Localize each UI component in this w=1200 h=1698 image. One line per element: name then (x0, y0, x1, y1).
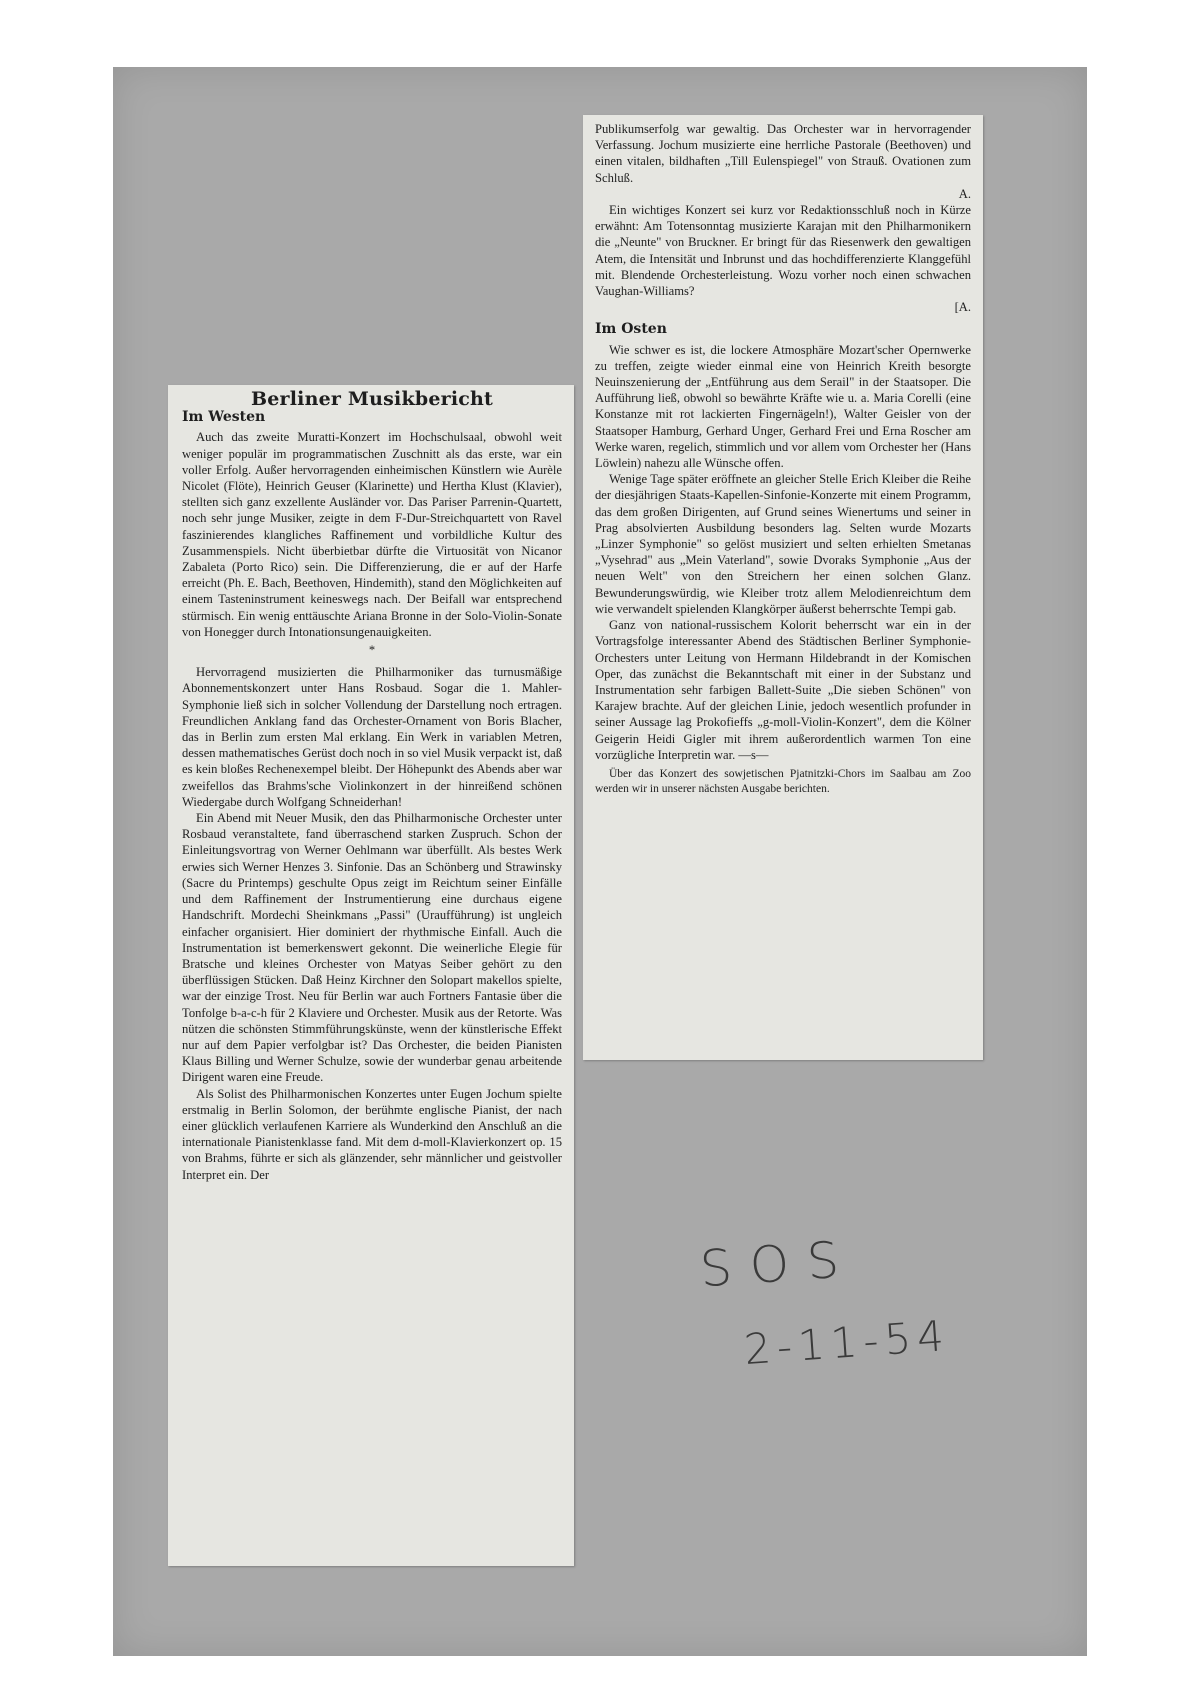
newspaper-clipping-left (168, 385, 574, 1566)
article-paragraph: Hervorragend musizierten die Philharmoniker das turnusmäßige Abonnementskonzert unter Hans Rosbaud. Sogar die 1. Mahler-Symphonie ließ sich in solcher Vollendung der Darstellung noch ertragen. Freundlichen Anklang fand das Orchester-Ornament von Boris Blacher, das in Berlin zum ersten Mal erklang. Ein Werk in variablen Metren, dessen mathematisches Gerüst doch noch in so viel Musik verpackt ist, daß es kein bloßes Rechenexempel bleibt. Der Höhepunkt des Abends aber war zweifellos das Brahms'sche Violinkonzert in der hinreißend schönen Wiedergabe durch Wolfgang Schneiderhan! (182, 665, 562, 809)
article-continuation: Publikumserfolg war gewaltig. Das Orchester war in hervorragender Verfassung. Jochum musizierte eine herrliche Pastorale (Beethoven) und einen vitalen, bildhaften „Till Eulenspiegel" von Strauß. Ovationen zum Schluß. (595, 122, 971, 185)
article-paragraph: Wie schwer es ist, die lockere Atmosphäre Mozart'scher Opernwerke zu treffen, zeigte wieder einmal eine von Heinrich Kreith besorgte Neuinszenierung der „Entführung aus dem Serail" in der Staatsoper. Die Aufführung ließ, obwohl so bewährte Kräfte wie u. a. Maria Corelli (eine Konstanze mit rot lackierten Fingernägeln!), Walter Geisler von der Staatsoper Hamburg, Gerhard Unger, Gerhard Frei und Erna Roscher am Werke waren, regelich, stimmlich und vor allem vom Orchester her (Hans Löwlein) nahezu alle Wünsche offen. (595, 342, 971, 471)
article-paragraph: Als Solist des Philharmonischen Konzertes unter Eugen Jochum spielte erstmalig in Berlin Solomon, der berühmte englische Pianist, der nach einer glücklich verlaufenen Karriere als Wunderkind den Anschluß an die internationale Pianistenklasse fand. Mit dem d-moll-Klavierkonzert op. 15 von Brahms, führte er sich als glänzender, sehr männlicher und geistvoller Interpret ein. Der (182, 1086, 562, 1182)
article-paragraph: Ein wichtiges Konzert sei kurz vor Redaktionsschluß noch in Kürze erwähnt: Am Totensonntag musizierte Karajan mit den Philharmonikern die „Neunte" von Bruckner. Er bringt für das Riesenwerk den gewaltigen Atem, die Intensität und Inbrunst und das hochdifferenzierte Klanggefühl mit. Blendende Orchesterleistung. Wozu vorher noch einen schwachen Vaughan-Williams? (595, 203, 971, 299)
author-sign: A. (958, 186, 971, 201)
newspaper-clipping-right (583, 115, 983, 1060)
article-paragraph: Ganz von national-russischem Kolorit beherrscht war ein in der Vortragsfolge interessanter Abend des Städtischen Berliner Symphonie-Orchesters unter Leitung von Hermann Hildebrandt in der Komischen Oper, das zunächst die Bekanntschaft mit einer in der Substanz und Instrumentation sehr farbigen Ballett-Suite „Die sieben Schönen" von Karajew brachte. Auf der gleichen Linie, jedoch wesentlich profunder in seiner Aussage lag Prokofieffs „g-moll-Violin-Konzert", dem die Kölner Geigerin Heidi Gigler mit ihrem außerordentlich warmen Ton eine vorzügliche Interpretin war. —s— (595, 618, 971, 762)
editorial-note: Über das Konzert des sowjetischen Pjatnitzki-Chors im Saalbau am Zoo werden wir in unserer nächsten Ausgabe berichten. (595, 767, 971, 795)
handwritten-date: 2-11-54 (742, 1310, 952, 1375)
article-headline: Berliner Musikbericht (250, 388, 493, 410)
handwritten-code: SOS (698, 1229, 859, 1299)
article-paragraph: Wenige Tage später eröffnete an gleicher Stelle Erich Kleiber die Reihe der diesjährigen Staats-Kapellen-Sinfonie-Konzerte mit einem Programm, das dem großen Dirigenten, auf Grund seines Wienertums und seiner in Prag absolvierten Ausbildung besonders lag. Selten wurde Mozarts „Linzer Symphonie" so gelöst musiziert und selten erhielten Smetanas „Vysehrad" aus „Mein Vaterland", sowie Dvoraks Symphonie „Aus der neuen Welt" von den Streichern her einen solchen Glanz. Bewunderungswürdig, wie Kleiber trotz allem Melodienreichtum dem wie verwandelt spielenden Klangkörper äußerst beherrschte Tempi gab. (595, 472, 971, 616)
article-paragraph: Ein Abend mit Neuer Musik, den das Philharmonische Orchester unter Rosbaud veranstaltete, fand überraschend starken Zuspruch. Schon der Einleitungsvortrag von Werner Oehlmann war überfüllt. Als bestes Werk erwies sich Werner Henzes 3. Sinfonie. Das an Schönberg und Strawinsky (Sacre du Printemps) geschulte Opus zeigt im Reichtum seiner Einfälle und dem Raffinement der Instrumentierung eine durchaus eigene Handschrift. Mordechi Sheinkmans „Passi" (Uraufführung) ist ungleich einfacher organisiert. Hier dominiert der rhythmische Einfall. Auch die Instrumentation ist bemerkenswert gekonnt. Die weinerliche Elegie für Bratsche und kleines Orchester von Matyas Seiber gehört zu den überflüssigen Stücken. Daß Heinz Kirchner den Solopart makellos spielte, war der einzige Trost. Neu für Berlin war auch Fortners Fantasie über die Tonfolge b-a-c-h für 2 Klaviere und Orchester. Musik aus der Retorte. Was nützen die schönsten Stimmführungskünste, wenn der künstlerische Effekt nur auf dem Papier verfolgbar ist? Das Orchester, die beiden Pianisten Klaus Billing und Werner Schulze, sowie der wunderbar genau arbeitende Dirigent waren eine Freude. (182, 811, 562, 1085)
section-heading-west: Im Westen (182, 409, 266, 426)
section-divider: * (368, 643, 376, 658)
section-heading-east: Im Osten (595, 321, 667, 338)
author-sign: [A. (954, 300, 971, 315)
article-paragraph: Auch das zweite Muratti-Konzert im Hochschulsaal, obwohl weit weniger populär im programmatischen Zuschnitt als das erste, war ein voller Erfolg. Außer hervorragenden einheimischen Künstlern wie Aurèle Nicolet (Flöte), Heinrich Geuser (Klarinette) und Hertha Klust (Klavier), stellten sich ganz exzellente Ausländer vor. Das Pariser Parrenin-Quartett, noch sehr junge Musiker, zeigte in dem F-Dur-Streichquartett von Ravel faszinierendes klangliches Raffinement und vorbildliche Kultur des Zusammenspiels. Nicht überbietbar dürfte die Virtuosität von Nicanor Zabaleta (Porto Rico) sein. Die Differenzierung, die er auf der Harfe erreicht (Ph. E. Bach, Beethoven, Hindemith), stand den Möglichkeiten auf einem Tasteninstrument keineswegs nach. Der Beifall war entsprechend stürmisch. Ein wenig enttäuschte Ariana Bronne in der Solo-Violin-Sonate von Honegger durch Intonationsungenauigkeiten. (182, 430, 562, 639)
